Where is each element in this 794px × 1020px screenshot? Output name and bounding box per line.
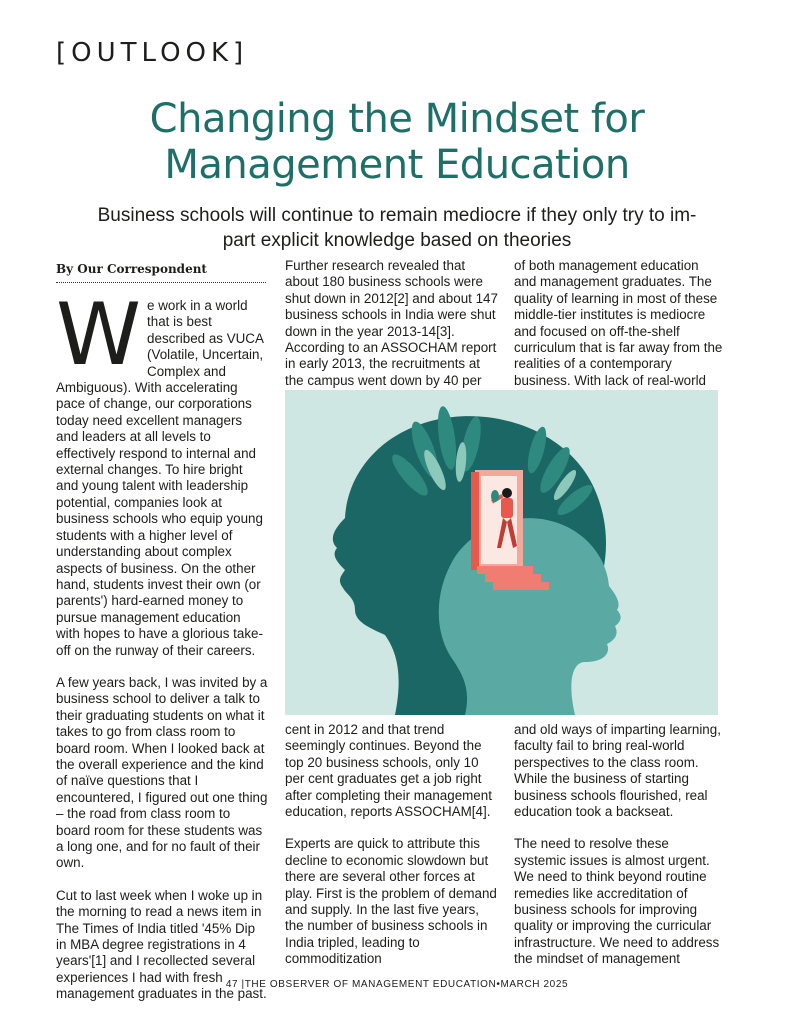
column-2-bottom-paragraph-2: Experts are quick to attribute this decline to economic slowdown but there are several other forces at play. First is the problem of demand and supply. In the last five years, the number of business schools in India tripled, leading to commoditization [285,836,497,967]
title-line-2: Management Education [164,142,630,188]
mindset-illustration [285,390,718,715]
page-footer: 47 |THE OBSERVER OF MANAGEMENT EDUCATION•MARCH 2025 [225,979,569,990]
door-opening [481,476,517,564]
column-2-bottom [285,722,499,984]
subtitle-line-2: part explicit knowledge based on theories [222,230,572,251]
door-panel [471,472,479,570]
paragraph-2: A few years back, I was invited by a business school to deliver a talk to their graduating students on what it takes to go from class room to board room. When I looked back at the overall experience and the kind of naïve questions that I encountered, I figured out one thing – the road from class room to board room for these students was a long one, and for no fault of their own. [56,674,268,871]
paragraph-1-text: e work in a world that is best described as VUCA (Volatile, Uncertain, Complex and Ambiguous). With accelerating pace of change, our corporations today need excellent managers and leaders at all levels to effectively respond to internal and external changes. To hire bright and young talent with leadership potential, companies look at business schools who equip young students with a higher level of understanding about complex aspects of business. On the other hand, students invest their own (or parents') hard-earned money to pursue management education with hopes to have a glorious take-off on the runway of their careers. [56,298,264,658]
article-illustration [285,390,718,715]
paragraph-3: Cut to last week when I woke up in the morning to read a news item in The Times of India titled '45% Dip in MBA degree registrations in 4 years'[1] and I recollected several experiences I had with fresh management graduates in the past. [56,887,267,1002]
column-3-top-text: of both management education and management graduates. The quality of learning in most of these middle-tier institutes is mediocre and focused on off-the-shelf curriculum that is far away from the realities of a contemporary business. With lack of real-world [514,258,723,388]
article-title [0,96,794,188]
column-3-bottom-paragraph-2: The need to resolve these systemic issues is almost urgent. We need to think beyond routine remedies like accreditation of business schools for improving quality or improving the curricular infrastructure. We need to address the mindset of management [514,836,720,967]
drop-cap: W [56,285,142,385]
column-3-bottom-paragraph-1: and old ways of imparting learning, faculty fail to bring real-world perspectives to the class room. While the business of starting business schools flourished, real education took a backseat. [514,722,721,820]
title-line-1: Changing the Mindset for [149,96,645,142]
column-2-top [285,258,499,405]
subtitle-line-1: Business schools will continue to remain mediocre if they only try to im- [97,205,697,226]
column-3-bottom [514,722,724,984]
paragraph-1 [56,285,268,659]
column-1 [56,285,268,1019]
byline: By Our Correspondent [56,262,266,283]
section-tag: [OUTLOOK] [56,38,249,68]
article-subtitle [40,203,754,253]
column-2-bottom-paragraph-1: cent in 2012 and that trend seemingly continues. Beyond the top 20 business schools, only 10 per cent graduates get a job right after completing their management education, reports ASSOCHAM[4]. [285,722,492,820]
column-2-top-text: Further research revealed that about 180 business schools were shut down in 2012[2] and about 147 business schools in India were shut down in the year 2013-14[3]. According to an ASSOCHAM report in early 2013, the recruitments at the campus went down by 40 per [285,258,498,388]
